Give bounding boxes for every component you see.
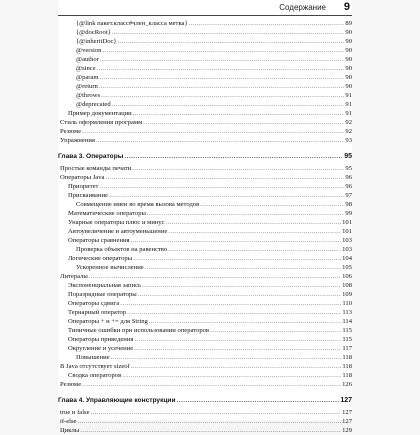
toc-entry-page: 118 <box>342 372 352 379</box>
toc-entry <box>58 83 352 91</box>
toc-entry <box>58 418 352 426</box>
toc-leader-dots <box>133 255 341 263</box>
toc-leader-dots <box>168 246 341 254</box>
toc-entry <box>58 345 352 353</box>
toc-leader-dots <box>200 201 344 209</box>
toc-leader-dots <box>138 291 341 299</box>
toc-leader-dots <box>127 309 341 317</box>
toc-entry <box>58 92 352 100</box>
toc-entry-label: if-else <box>60 418 77 425</box>
toc-entry-label: Математические операторы <box>68 210 146 217</box>
toc-entry-page: 110 <box>342 300 352 307</box>
toc-leader-dots <box>105 174 344 182</box>
toc-entry <box>58 427 352 435</box>
toc-entry <box>58 47 352 55</box>
page-number: 9 <box>343 1 350 13</box>
toc-entry-page: 103 <box>342 237 352 244</box>
toc-entry-label: Сводка операторов <box>68 372 122 379</box>
toc-entry-label: Стиль оформления программ <box>60 119 143 126</box>
toc-entry-label: Глава 4. Управляющие конструкции <box>58 397 176 404</box>
toc-entry-page: 109 <box>342 291 352 298</box>
toc-leader-dots <box>112 101 345 109</box>
toc-entry-label: Тернарный оператор <box>68 309 127 316</box>
toc-entry <box>58 273 352 281</box>
toc-entry <box>58 119 352 127</box>
toc-entry <box>58 38 352 46</box>
toc-entry-page: 114 <box>342 318 352 325</box>
toc-entry-page: 113 <box>342 309 352 316</box>
toc-entry-label: {@docRoot} <box>76 29 111 36</box>
toc-entry-page: 104 <box>342 255 352 262</box>
toc-entry-page: 91 <box>345 92 352 99</box>
toc-entry-label: Операторы сдвига <box>68 300 120 307</box>
toc-entry-label: Ускоренное вычисление <box>76 264 144 271</box>
toc-entry-label: Округление и усечение <box>68 345 134 352</box>
toc-entry-page: 95 <box>345 165 352 172</box>
toc-entry-page: 129 <box>342 427 352 434</box>
toc-leader-dots <box>134 345 341 353</box>
toc-leader-dots <box>100 56 344 64</box>
toc-entry <box>58 65 352 73</box>
toc-entry-page: 90 <box>345 47 352 54</box>
toc-entry-page: 90 <box>345 38 352 45</box>
toc-leader-dots <box>82 128 344 136</box>
toc-entry <box>58 174 352 182</box>
toc-entry-label: Глава 3. Операторы <box>58 153 124 160</box>
toc-entry-page: 115 <box>342 327 352 334</box>
toc-leader-dots <box>118 38 345 46</box>
toc-entry <box>58 327 352 335</box>
toc-leader-dots <box>143 119 344 127</box>
toc-entry-label: Совмещение имен во время вызова методов <box>76 201 200 208</box>
toc-entry <box>58 237 352 245</box>
toc-entry <box>58 165 352 173</box>
toc-leader-dots <box>189 20 345 28</box>
toc-leader-dots <box>99 183 344 191</box>
toc-leader-dots <box>142 282 341 290</box>
toc-entry <box>58 192 352 200</box>
toc-entry-label: @since <box>76 65 96 72</box>
toc-entry <box>58 363 352 371</box>
toc-entry-page: 96 <box>345 174 352 181</box>
toc-entry-page: 91 <box>345 110 352 117</box>
toc-entry-page: 90 <box>345 83 352 90</box>
toc-entry-page: 103 <box>342 246 352 253</box>
toc-entry <box>58 291 352 299</box>
toc-entry <box>58 381 352 389</box>
toc-entry-page: 90 <box>345 74 352 81</box>
toc-leader-dots <box>80 427 341 435</box>
toc-leader-dots <box>177 397 340 405</box>
toc-entry <box>58 300 352 308</box>
toc-entry-label: Унарные операторы плюс и минус <box>68 219 165 226</box>
toc-entry-page: 92 <box>345 128 352 135</box>
toc-leader-dots <box>124 153 343 161</box>
toc-leader-dots <box>147 210 344 218</box>
toc-entry-label: Операторы + и += для String <box>68 318 148 325</box>
toc-entry-label: true и false <box>60 409 90 416</box>
toc-entry-label: {@link пакет.класс#член_класса метка} <box>76 20 188 27</box>
toc-chapter-heading <box>58 397 352 405</box>
toc-entry-label: Операторы сравнения <box>68 237 130 244</box>
toc-entry-label: Операторы приведения <box>68 336 134 343</box>
toc-entry <box>58 20 352 28</box>
toc-entry-label: Резюме <box>60 381 82 388</box>
toc-entry-page: 95 <box>344 153 352 160</box>
toc-leader-dots <box>133 110 345 118</box>
toc-entry-label: {@inheritDoc} <box>76 38 117 45</box>
toc-leader-dots <box>120 300 341 308</box>
toc-entry-label: Поразрядные операторы <box>68 291 137 298</box>
toc-entry-page: 127 <box>340 397 352 404</box>
toc-entry <box>58 409 352 417</box>
toc-entry <box>58 210 352 218</box>
toc-leader-dots <box>168 228 341 236</box>
toc-entry-label: Типичные ошибки при использовании операторов <box>68 327 210 334</box>
toc-entry-page: 92 <box>345 119 352 126</box>
toc-entry-label: Упражнения <box>60 137 95 144</box>
toc-entry-page: 108 <box>342 282 352 289</box>
toc-chapter-heading <box>58 153 352 161</box>
toc-entry-label: Экспоненциальная запись <box>68 282 142 289</box>
toc-entry-label: @author <box>76 56 99 63</box>
toc-entry <box>58 246 352 254</box>
toc-leader-dots <box>96 137 344 145</box>
toc-entry-page: 118 <box>342 363 352 370</box>
running-title: Содержание <box>279 3 326 12</box>
toc-entry <box>58 110 352 118</box>
toc-entry-page: 127 <box>342 409 352 416</box>
toc-leader-dots <box>112 29 345 37</box>
toc-entry <box>58 354 352 362</box>
toc-entry-page: 126 <box>342 381 352 388</box>
toc-entry-page: 117 <box>342 345 352 352</box>
toc-leader-dots <box>145 264 341 272</box>
toc-entry-page: 89 <box>345 20 352 27</box>
toc-entry-page: 118 <box>342 354 352 361</box>
toc-entry-page: 90 <box>345 56 352 63</box>
toc-entry-label: Резюме <box>60 128 82 135</box>
toc-entry-page: 99 <box>345 210 352 217</box>
toc-entry-page: 96 <box>345 183 352 190</box>
header-rule <box>58 15 352 16</box>
toc-leader-dots <box>77 418 341 426</box>
toc-entry <box>58 29 352 37</box>
toc-entry-label: Простые команды печати <box>60 165 132 172</box>
toc-entry <box>58 309 352 317</box>
toc-leader-dots <box>82 381 341 389</box>
toc-entry-page: 127 <box>342 418 352 425</box>
toc-leader-dots <box>101 92 344 100</box>
toc-entry-label: Литералы <box>60 273 88 280</box>
toc-leader-dots <box>134 336 341 344</box>
toc-entry <box>58 137 352 145</box>
toc-entry-label: Пример документации <box>68 110 132 117</box>
toc-entry-label: Логические операторы <box>68 255 133 262</box>
toc-entry-label: Операторы Java <box>60 174 105 181</box>
toc-entry <box>58 282 352 290</box>
toc-leader-dots <box>109 192 344 200</box>
toc-entry-page: 106 <box>342 273 352 280</box>
toc-entry <box>58 219 352 227</box>
toc-leader-dots <box>149 318 342 326</box>
toc-entry-label: @return <box>76 83 98 90</box>
toc-entry <box>58 255 352 263</box>
toc-leader-dots <box>91 409 342 417</box>
toc-entry <box>58 201 352 209</box>
toc-leader-dots <box>100 74 345 82</box>
toc-entry <box>58 74 352 82</box>
toc-entry-page: 98 <box>345 201 352 208</box>
toc-entry-page: 91 <box>345 101 352 108</box>
toc-entry-page: 93 <box>345 137 352 144</box>
toc-entry-page: 90 <box>345 29 352 36</box>
toc-entry-label: Циклы <box>60 427 80 434</box>
toc-entry-page: 105 <box>342 264 352 271</box>
toc-entry-label: @throws <box>76 92 101 99</box>
toc-entry-label: Присваивание <box>68 192 108 199</box>
toc-leader-dots <box>97 65 345 73</box>
toc-leader-dots <box>89 273 341 281</box>
toc-entry <box>58 56 352 64</box>
toc-leader-dots <box>131 363 342 371</box>
toc-entry-label: @param <box>76 74 99 81</box>
toc-leader-dots <box>210 327 341 335</box>
toc-entry-label: В Java отсутствует sizeof <box>60 363 130 370</box>
toc-entry-label: Повышение <box>76 354 110 361</box>
toc-entry-label: @deprecated <box>76 101 111 108</box>
toc-entry-page: 97 <box>345 192 352 199</box>
toc-entry-label: Автоувеличение и автоуменьшение <box>68 228 168 235</box>
toc-entry-label: Приоритет <box>68 183 99 190</box>
toc-leader-dots <box>99 83 345 91</box>
toc-leader-dots <box>102 47 344 55</box>
toc-entry-label: @version <box>76 47 102 54</box>
toc-leader-dots <box>166 219 342 227</box>
toc-leader-dots <box>131 237 342 245</box>
toc-entry-label: Проверка объектов на равенство <box>76 246 168 253</box>
toc-entry-page: 101 <box>342 219 352 226</box>
toc-entry <box>58 372 352 380</box>
toc-leader-dots <box>132 165 344 173</box>
toc-entry-page: 101 <box>342 228 352 235</box>
book-page <box>58 0 352 434</box>
toc-leader-dots <box>111 354 342 362</box>
toc-entry <box>58 264 352 272</box>
toc-entry <box>58 128 352 136</box>
toc-entry <box>58 318 352 326</box>
toc-entry <box>58 101 352 109</box>
toc-entry <box>58 183 352 191</box>
toc-entry-page: 90 <box>345 65 352 72</box>
toc-leader-dots <box>122 372 341 380</box>
page-header <box>58 0 352 18</box>
toc-entry <box>58 336 352 344</box>
toc-entry-page: 115 <box>342 336 352 343</box>
toc-entry <box>58 228 352 236</box>
